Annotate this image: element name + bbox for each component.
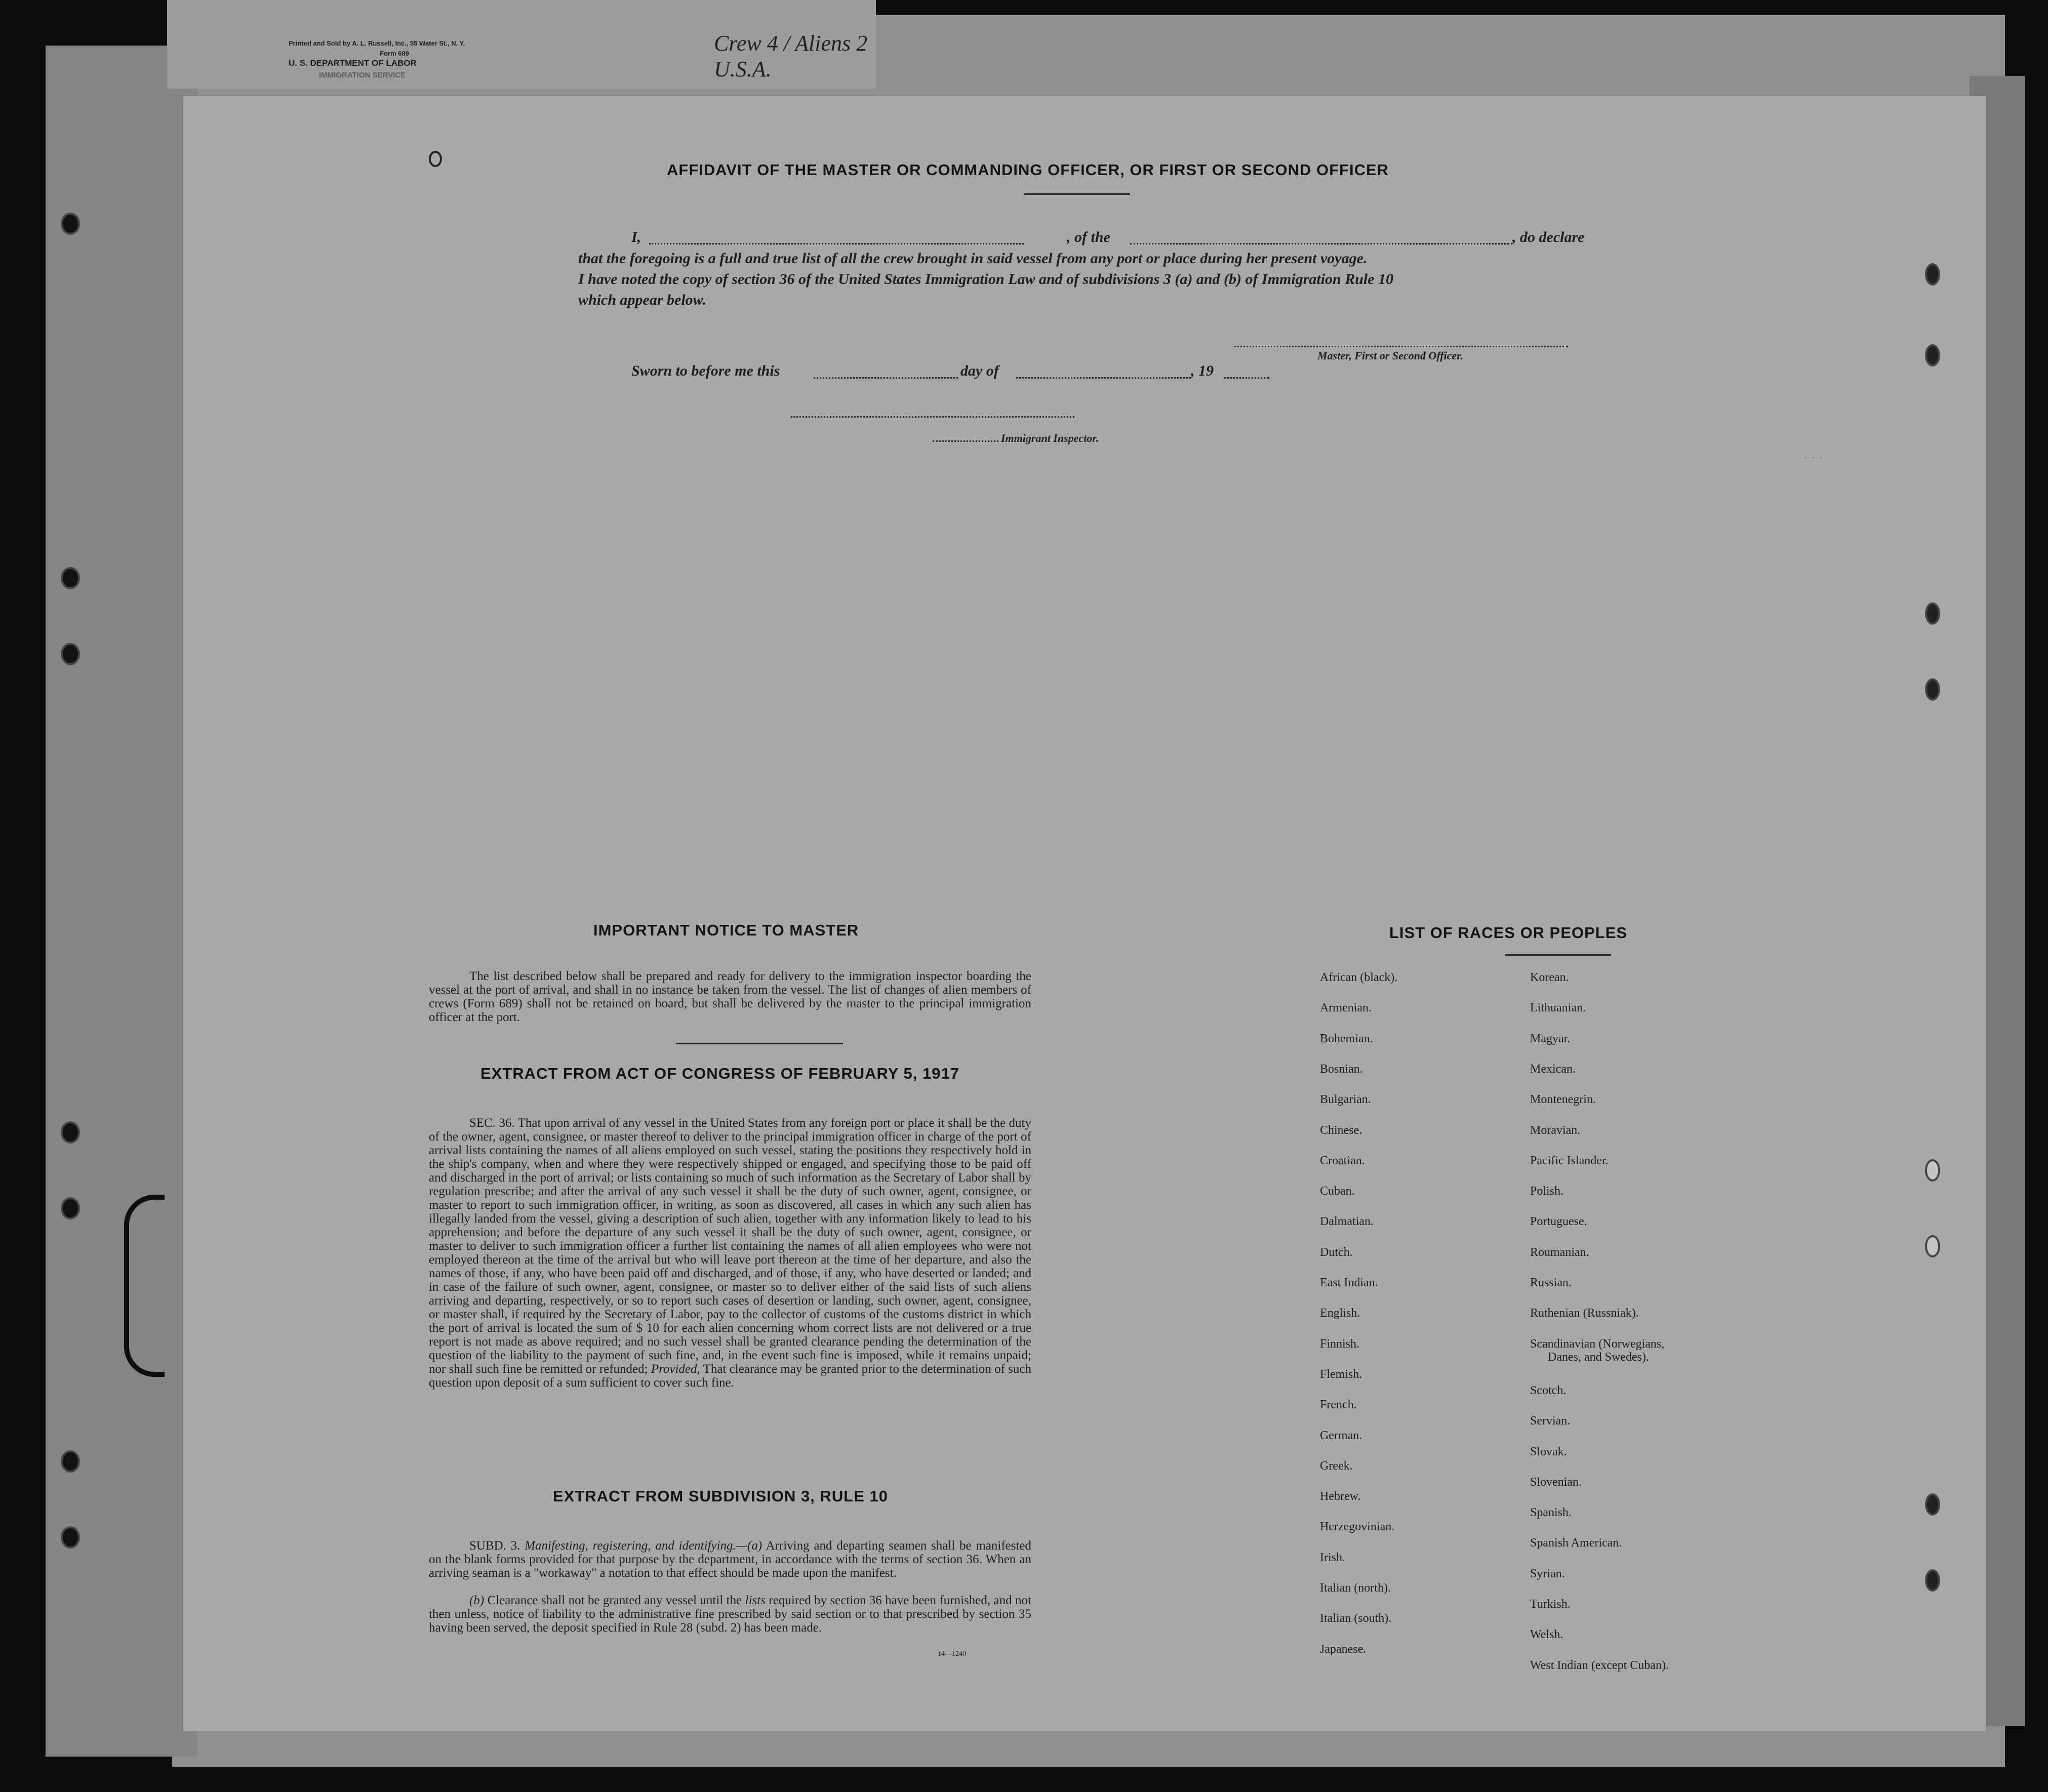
race-item: Ruthenian (Russniak). bbox=[1530, 1307, 1639, 1320]
act-extract-text bbox=[429, 1116, 1031, 1390]
punch-hole bbox=[61, 1526, 80, 1549]
punch-hole bbox=[1925, 1493, 1940, 1516]
vessel-blank[interactable] bbox=[1130, 243, 1512, 245]
punch-hole bbox=[1925, 1159, 1940, 1182]
form-line: Form 689 bbox=[380, 50, 409, 57]
race-item: German. bbox=[1320, 1429, 1362, 1442]
section-label: SEC. 36. bbox=[469, 1116, 515, 1130]
rule-para-a bbox=[429, 1539, 1031, 1580]
race-item: Irish. bbox=[1320, 1551, 1345, 1564]
race-item: Spanish. bbox=[1530, 1506, 1572, 1520]
punch-hole bbox=[61, 643, 80, 665]
sworn-prefix: Sworn to before me this bbox=[631, 362, 780, 379]
race-item: Italian (south). bbox=[1320, 1612, 1392, 1625]
sworn-year-blank[interactable] bbox=[1224, 377, 1269, 379]
para-b-text-1: Clearance shall not be granted any vessel until the bbox=[487, 1594, 742, 1607]
race-item: Spanish American. bbox=[1530, 1536, 1622, 1550]
race-item: Lithuanian. bbox=[1530, 1001, 1586, 1015]
affidavit-line-2: that the foregoing is a full and true list of all the crew brought in said vessel from any port or place during her present voyage. bbox=[578, 250, 1368, 267]
race-item: African (black). bbox=[1320, 971, 1398, 984]
punch-hole bbox=[61, 567, 80, 589]
form-page bbox=[183, 96, 1986, 1731]
punch-hole bbox=[1925, 1569, 1940, 1592]
race-item: Herzegovinian. bbox=[1320, 1520, 1395, 1534]
provided-label: Provided, bbox=[651, 1362, 700, 1376]
race-item: Russian. bbox=[1530, 1276, 1572, 1289]
inspector-label: Immigrant Inspector. bbox=[1001, 432, 1099, 444]
race-item: East Indian. bbox=[1320, 1276, 1378, 1289]
race-item: Korean. bbox=[1530, 971, 1569, 984]
affidavit-declare: , do declare bbox=[1512, 229, 1585, 246]
punch-hole bbox=[1925, 678, 1940, 701]
race-item: Turkish. bbox=[1530, 1598, 1571, 1611]
race-item: Bosnian. bbox=[1320, 1062, 1363, 1076]
race-item: Italian (north). bbox=[1320, 1581, 1391, 1595]
race-item: West Indian (except Cuban). bbox=[1530, 1658, 1669, 1672]
race-item: French. bbox=[1320, 1398, 1357, 1412]
para-b-lists: lists bbox=[745, 1594, 766, 1607]
para-a-text: Arriving and departing seamen shall be manifested on the blank forms provided for that purpose by the department, in accordance with the terms of section 36. When an arriving seaman is a "workaway" a notation to that effect should be made upon the manifest. bbox=[429, 1539, 1032, 1580]
affidavit-line-3: I have noted the copy of section 36 of the United States Immigration Law and of subdivisions 3 (a) and (b) of Immigration Rule 10 bbox=[578, 271, 1394, 288]
punch-hole bbox=[1925, 344, 1940, 366]
race-item: Polish. bbox=[1530, 1185, 1564, 1198]
race-item: Portuguese. bbox=[1530, 1215, 1587, 1229]
divider bbox=[1024, 193, 1130, 195]
notice-text: The list described below shall be prepared and ready for delivery to the immigration inspector boarding the vessel at the port of arrival, and shall in no instance be taken from the vessel. The list of changes of alien members of crews (Form 689) shall not be retained on board, but shall be delivered by the master to the principal immigration officer at the port. bbox=[429, 969, 1031, 1024]
inspector-signature-blank[interactable] bbox=[791, 416, 1074, 418]
races-title: LIST OF RACES OR PEOPLES bbox=[1389, 924, 1628, 942]
punch-hole bbox=[429, 151, 442, 167]
race-item: Flemish. bbox=[1320, 1367, 1362, 1381]
affidavit-line-4: which appear below. bbox=[578, 292, 707, 308]
affidavit-title: AFFIDAVIT OF THE MASTER OR COMMANDING OFFICER, OR FIRST OR SECOND OFFICER bbox=[667, 161, 1389, 179]
affidavit-i: I, bbox=[631, 229, 641, 246]
printer-line: Printed and Sold by A. L. Russell, Inc., 55 Water St., N. Y. bbox=[289, 39, 465, 47]
race-item: Greek. bbox=[1320, 1459, 1353, 1473]
sworn-day-blank[interactable] bbox=[814, 377, 958, 379]
race-item: Magyar. bbox=[1530, 1032, 1571, 1045]
race-item: Roumanian. bbox=[1530, 1245, 1589, 1259]
sworn-day: day of bbox=[960, 362, 999, 379]
sworn-month-blank[interactable] bbox=[1016, 377, 1191, 379]
punch-hole bbox=[61, 1450, 80, 1473]
race-item: Mexican. bbox=[1530, 1062, 1576, 1076]
race-item: Danes, and Swedes). bbox=[1548, 1350, 1649, 1364]
punch-hole bbox=[61, 213, 80, 235]
notice-title: IMPORTANT NOTICE TO MASTER bbox=[593, 921, 859, 939]
race-item: Armenian. bbox=[1320, 1001, 1372, 1015]
act-extract-title: EXTRACT FROM ACT OF CONGRESS OF FEBRUARY 5, 1917 bbox=[480, 1065, 959, 1082]
sworn-year: , 19 bbox=[1191, 362, 1214, 379]
race-item: Scotch. bbox=[1530, 1383, 1567, 1397]
race-item: Slovak. bbox=[1530, 1445, 1567, 1458]
race-item: Dalmatian. bbox=[1320, 1215, 1374, 1229]
handwritten-notation: Crew 4 / Aliens 2 U.S.A. bbox=[714, 31, 868, 82]
race-item: Pacific Islander. bbox=[1530, 1154, 1609, 1167]
left-page-edge bbox=[46, 46, 197, 1757]
affidavit-of-the: , of the bbox=[1067, 229, 1110, 246]
race-item: Chinese. bbox=[1320, 1123, 1362, 1137]
name-blank[interactable] bbox=[649, 243, 1024, 245]
punch-hole bbox=[61, 1197, 80, 1219]
binding-string bbox=[124, 1195, 165, 1377]
top-form-sheet bbox=[167, 0, 876, 89]
punch-hole bbox=[1925, 602, 1940, 625]
race-item: Servian. bbox=[1530, 1414, 1571, 1428]
race-item: Japanese. bbox=[1320, 1642, 1367, 1656]
race-item: Scandinavian (Norwegians, bbox=[1530, 1337, 1665, 1351]
provided-text: That clearance may be granted prior to the determination of such question upon deposit of a sum sufficient to cover such fine. bbox=[429, 1362, 1031, 1390]
department-line: U. S. DEPARTMENT OF LABOR bbox=[289, 58, 417, 68]
punch-hole bbox=[61, 1121, 80, 1144]
race-item: Montenegrin. bbox=[1530, 1093, 1596, 1107]
subd-heading: Manifesting, registering, and identifying.—(a) bbox=[525, 1539, 762, 1553]
race-item: Slovenian. bbox=[1530, 1475, 1582, 1489]
rule-extract-title: EXTRACT FROM SUBDIVISION 3, RULE 10 bbox=[553, 1487, 888, 1505]
divider bbox=[676, 1043, 843, 1044]
para-b-text-2: required by section 36 have been furnished, and not then unless, notice of liability to the administrative fine prescribed by said section or to that prescribed by section 35 having been served, the deposit specified in Rule 28 (subd. 2) has been made. bbox=[429, 1594, 1032, 1635]
inspector-label-leader bbox=[933, 440, 998, 442]
bureau-line: IMMIGRATION SERVICE bbox=[319, 71, 406, 79]
rule-para-b bbox=[429, 1594, 1031, 1635]
master-signature-label: Master, First or Second Officer. bbox=[1317, 349, 1464, 362]
race-item: Dutch. bbox=[1320, 1245, 1353, 1259]
race-item: English. bbox=[1320, 1307, 1360, 1320]
section-36-body: That upon arrival of any vessel in the United States from any foreign port or place it shall be the duty of the owner, agent, consignee, or master thereof to deliver to the principal immigration officer in charge of the port of arrival lists containing the names of all aliens employed on such vessel, stating the positions they respectively hold in the ship's company, when and where they were respectively shipped or engaged, and specifying those to be paid off and discharged in the port of arrival; or lists containing so much of such information as the Secretary of Labor shall by regulation prescribe; and after the arrival of any such vessel it shall be the duty of such owner, agent, consignee, or master to report to such immigration officer, in writing, as soon as discovered, all cases in which any such alien has illegally landed from the vessel, giving a description of such alien, together with any information likely to lead to his apprehension; and before the departure of any such vessel it shall be the duty of such owner, agent, consignee, or master to deliver to such immigration officer a further list containing the names of all alien employees who were not employed thereon at the time of the arrival but who will leave port thereon at the time of her departure, and also the names of those, if any, who have been paid off and discharged, and of those, if any, who have deserted or landed; and in case of the failure of such owner, agent, consignee, or master so to deliver either of the said lists of such aliens arriving and departing, respectively, or so to report such cases of desertion or landing, such owner, agent, consignee, or master shall, if required by the Secretary of Labor, pay to the collector of customs of the customs district in which the port of arrival is located the sum of $ 10 for each alien concerning whom correct lists are not delivered or a true report is not made as above required; and no such vessel shall be granted clearance pending the determination of the question of the liability to the payment of such fine, and, in the event such fine is imposed, while it remains unpaid; nor shall such fine be remitted or refunded; bbox=[429, 1116, 1031, 1376]
race-item: Hebrew. bbox=[1320, 1490, 1361, 1503]
para-b-label: (b) bbox=[469, 1594, 485, 1607]
race-item: Cuban. bbox=[1320, 1185, 1355, 1198]
race-item: Bohemian. bbox=[1320, 1032, 1373, 1045]
punch-hole bbox=[1925, 1235, 1940, 1257]
subd-label: SUBD. 3. bbox=[469, 1539, 520, 1553]
divider bbox=[1505, 954, 1611, 956]
race-item: Welsh. bbox=[1530, 1628, 1563, 1642]
race-item: Bulgarian. bbox=[1320, 1093, 1371, 1107]
master-signature-blank[interactable] bbox=[1234, 346, 1568, 347]
race-item: Moravian. bbox=[1530, 1123, 1581, 1137]
race-item: Croatian. bbox=[1320, 1154, 1365, 1167]
race-item: Syrian. bbox=[1530, 1567, 1565, 1580]
bleed-through-text: · · · bbox=[1803, 451, 1823, 465]
race-item: Finnish. bbox=[1320, 1337, 1360, 1351]
form-number: 14—1240 bbox=[938, 1650, 966, 1658]
punch-hole bbox=[1925, 263, 1940, 286]
